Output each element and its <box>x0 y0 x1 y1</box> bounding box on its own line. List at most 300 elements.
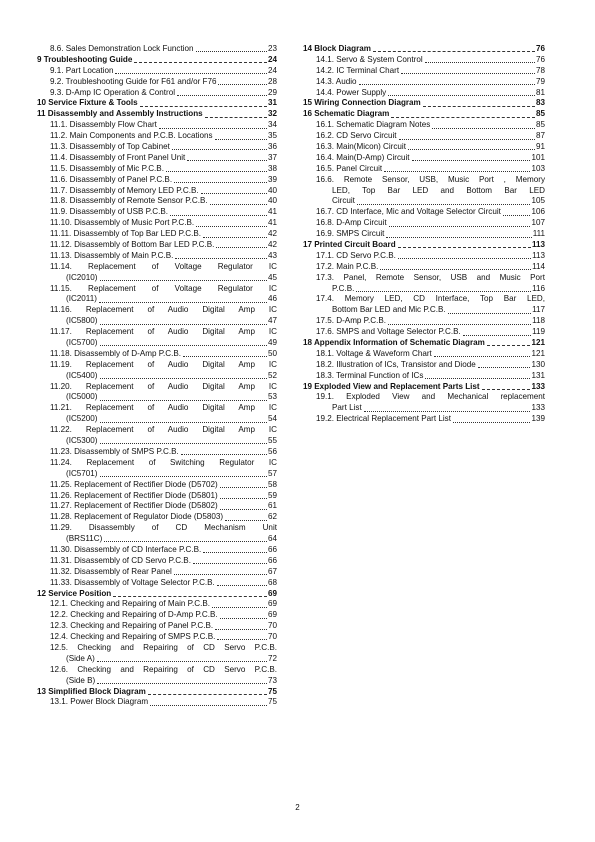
toc-page-number: 49 <box>267 338 277 348</box>
toc-entry-title: 11.3. Disassembly of Top Cabinet <box>50 142 170 151</box>
toc-page-number: 103 <box>531 163 545 173</box>
toc-section-entry[interactable] <box>37 697 277 708</box>
toc-entry-title: 16.1. Schematic Diagram Notes <box>316 120 431 130</box>
toc-entry-title: 11.7. Disassembly of Memory LED P.C.B. <box>50 185 199 195</box>
toc-dot-leader <box>100 400 267 401</box>
toc-section-entry[interactable] <box>37 414 277 425</box>
toc-dot-leader <box>432 128 535 129</box>
toc-page-number: 47 <box>267 316 277 326</box>
toc-dot-leader <box>100 324 267 325</box>
toc-section-entry[interactable] <box>37 523 277 534</box>
toc-section-entry[interactable] <box>37 338 277 349</box>
toc-section-entry[interactable] <box>303 305 545 316</box>
toc-entry-title: 12 Service Position <box>37 588 112 598</box>
toc-section-entry[interactable] <box>37 654 277 665</box>
toc-dot-leader <box>434 356 531 357</box>
toc-section-entry[interactable] <box>37 545 277 556</box>
toc-entry-title: 18 Appendix Information of Schematic Diagram <box>303 338 485 348</box>
toc-section-entry[interactable] <box>303 262 545 273</box>
toc-dot-leader <box>177 95 267 96</box>
toc-entry-title: 11.17. Replacement of Audio Digital Amp IC <box>50 327 277 337</box>
toc-entry-title: 11.1. Disassembly Flow Chart <box>50 120 157 130</box>
toc-section-entry[interactable] <box>37 120 277 131</box>
toc-entry-title: 11 Disassembly and Assembly Instructions <box>37 109 203 119</box>
toc-section-entry[interactable] <box>303 360 545 371</box>
toc-page-number: 34 <box>267 120 277 130</box>
toc-page-number: 23 <box>267 44 277 53</box>
toc-page-number: 40 <box>267 185 277 195</box>
toc-entry-title: 16.5. Panel Circuit <box>316 163 383 173</box>
toc-section-entry[interactable] <box>303 414 545 425</box>
toc-page-number: 55 <box>267 436 277 446</box>
toc-section-entry[interactable] <box>37 436 277 447</box>
toc-chapter-entry[interactable] <box>303 109 545 120</box>
toc-page-number: 87 <box>535 131 545 141</box>
toc-entry-title: 17.6. SMPS and Voltage Selector P.C.B. <box>316 327 461 337</box>
toc-entry-title: 16.7. CD Interface, Mic and Voltage Selector Circuit <box>316 207 501 217</box>
toc-section-entry[interactable] <box>303 55 545 66</box>
toc-entry-title: LED, Top Bar LED and Bottom Bar LED <box>332 185 545 195</box>
toc-section-entry[interactable] <box>37 316 277 327</box>
toc-page-number: 29 <box>267 87 277 97</box>
toc-entry-title: 15 Wiring Connection Diagram <box>303 98 421 108</box>
toc-page-number: 45 <box>267 272 277 282</box>
toc-section-entry[interactable] <box>303 218 545 229</box>
toc-page-number: 53 <box>267 392 277 402</box>
toc-page-number: 66 <box>267 544 277 554</box>
toc-section-entry[interactable] <box>303 153 545 164</box>
toc-dot-leader <box>487 345 531 346</box>
toc-entry-title: 16.8. D-Amp Circuit <box>316 218 387 228</box>
toc-dot-leader <box>100 345 267 346</box>
toc-page-number: 70 <box>267 621 277 631</box>
toc-dot-leader <box>187 160 267 161</box>
toc-entry-title: 16.6. Remote Sensor, USB, Music Port , Memory <box>316 174 545 184</box>
toc-dot-leader <box>380 269 531 270</box>
toc-chapter-entry[interactable] <box>303 240 545 251</box>
toc-entry-title: 10 Service Fixture & Tools <box>37 98 138 108</box>
toc-section-entry[interactable] <box>37 382 277 393</box>
toc-chapter-entry[interactable] <box>303 44 545 55</box>
toc-entry-title: 11.26. Replacement of Rectifier Diode (D5801) <box>50 490 218 500</box>
toc-entry-title: 11.16. Replacement of Audio Digital Amp IC <box>50 305 277 315</box>
toc-page-number: 32 <box>267 109 277 119</box>
toc-section-entry[interactable] <box>303 294 545 305</box>
toc-entry-title: 12.3. Checking and Repairing of Panel P.C.B. <box>50 621 214 631</box>
toc-section-entry[interactable] <box>37 44 277 55</box>
toc-section-entry[interactable] <box>303 251 545 262</box>
toc-entry-title: 12.5. Checking and Repairing of CD Servo P.C.B. <box>50 642 277 652</box>
toc-section-entry[interactable] <box>37 676 277 687</box>
toc-page-number: 107 <box>531 218 545 228</box>
toc-section-entry[interactable] <box>303 175 545 186</box>
toc-section-entry[interactable] <box>37 77 277 88</box>
toc-dot-leader <box>166 171 267 172</box>
toc-section-entry[interactable] <box>303 164 545 175</box>
toc-section-entry[interactable] <box>303 273 545 284</box>
toc-entry-title: 18.3. Terminal Function of ICs <box>316 370 424 380</box>
toc-chapter-entry[interactable] <box>37 589 277 600</box>
toc-section-entry[interactable] <box>37 284 277 295</box>
toc-dot-leader <box>364 411 531 412</box>
toc-entry-title: 11.9. Disassembly of USB P.C.B. <box>50 207 169 217</box>
toc-dot-leader <box>391 117 535 118</box>
toc-section-entry[interactable] <box>303 120 545 131</box>
toc-dot-leader <box>159 128 267 129</box>
toc-left-column <box>37 44 277 708</box>
toc-section-entry[interactable] <box>37 88 277 99</box>
toc-section-entry[interactable] <box>37 196 277 207</box>
toc-page-number: 69 <box>267 610 277 620</box>
toc-entry-title: 17 Printed Circuit Board <box>303 240 396 250</box>
toc-page-number: 113 <box>532 250 545 260</box>
toc-section-entry[interactable] <box>303 284 545 295</box>
toc-section-entry[interactable] <box>37 578 277 589</box>
toc-page-number: 67 <box>267 566 277 576</box>
toc-entry-title: 11.11. Disassembly of Top Bar LED P.C.B. <box>50 229 202 239</box>
toc-section-entry[interactable] <box>303 66 545 77</box>
toc-section-entry[interactable] <box>303 371 545 382</box>
toc-dot-leader <box>134 62 267 63</box>
toc-section-entry[interactable] <box>37 153 277 164</box>
toc-page-number: 36 <box>267 142 277 151</box>
toc-entry-title: (IC5200) <box>66 414 98 424</box>
toc-entry-title: 9.1. Part Location <box>50 65 114 75</box>
toc-page-number: 31 <box>267 98 277 108</box>
toc-page-number: 76 <box>535 44 545 53</box>
toc-entry-title: 17.5. D-Amp P.C.B. <box>316 316 387 326</box>
toc-entry-title: 11.2. Main Components and P.C.B. Locations <box>50 131 213 141</box>
toc-dot-leader <box>463 335 531 336</box>
toc-page-number: 118 <box>532 316 545 326</box>
toc-entry-title: (BRS11C) <box>66 534 103 544</box>
toc-entry-title: 16.4. Main(D-Amp) Circuit <box>316 152 410 162</box>
toc-dot-leader <box>216 247 267 248</box>
toc-page-number: 101 <box>531 152 545 162</box>
toc-section-entry[interactable] <box>37 447 277 458</box>
toc-page-number: 91 <box>535 142 545 151</box>
toc-section-entry[interactable] <box>37 480 277 491</box>
toc-section-entry[interactable] <box>37 175 277 186</box>
toc-page-number: 116 <box>532 283 545 293</box>
toc-section-entry[interactable] <box>303 327 545 338</box>
toc-section-entry[interactable] <box>37 501 277 512</box>
toc-section-entry[interactable] <box>37 273 277 284</box>
toc-dot-leader <box>389 226 531 227</box>
toc-dot-leader <box>113 596 267 597</box>
toc-entry-title: 11.18. Disassembly of D-Amp P.C.B. <box>50 348 182 358</box>
toc-entry-title: 17.2. Main P.C.B. <box>316 261 379 271</box>
toc-entry-title: 11.20. Replacement of Audio Digital Amp IC <box>50 381 277 391</box>
toc-entry-title: 19 Exploded View and Replacement Parts List <box>303 381 480 391</box>
toc-section-entry[interactable] <box>303 186 545 197</box>
toc-entry-title: 13 Simplified Block Diagram <box>37 686 146 696</box>
toc-dot-leader <box>215 629 267 630</box>
toc-dot-leader <box>478 367 531 368</box>
toc-page-number: 24 <box>267 54 277 64</box>
toc-section-entry[interactable] <box>37 218 277 229</box>
toc-page-number: 37 <box>267 152 277 162</box>
toc-section-entry[interactable] <box>37 632 277 643</box>
toc-entry-title: (IC5000) <box>66 392 98 402</box>
toc-entry-title: 18.1. Voltage & Waveform Chart <box>316 348 432 358</box>
toc-entry-title: 11.25. Replacement of Rectifier Diode (D5702) <box>50 479 218 489</box>
toc-entry-title: 17.4. Memory LED, CD Interface, Top Bar LED, <box>316 294 545 304</box>
toc-page-number: 64 <box>267 534 277 544</box>
toc-section-entry[interactable] <box>37 142 277 153</box>
toc-section-entry[interactable] <box>37 349 277 360</box>
toc-entry-title: 11.14. Replacement of Voltage Regulator IC <box>50 261 277 271</box>
toc-dot-leader <box>203 237 267 238</box>
toc-page-number: 114 <box>532 261 545 271</box>
toc-entry-title: 14.1. Servo & System Control <box>316 54 423 64</box>
toc-dot-leader <box>482 389 531 390</box>
toc-page-number: 85 <box>535 120 545 130</box>
toc-dot-leader <box>399 139 535 140</box>
toc-entry-title: 11.6. Disassembly of Panel P.C.B. <box>50 174 173 184</box>
toc-dot-leader <box>172 149 267 150</box>
toc-entry-title: (Side B) <box>66 675 96 685</box>
toc-section-entry[interactable] <box>37 610 277 621</box>
toc-entry-title: (IC5700) <box>66 338 98 348</box>
toc-chapter-entry[interactable] <box>37 55 277 66</box>
toc-dot-leader <box>150 705 267 706</box>
toc-section-entry[interactable] <box>303 207 545 218</box>
page-number: 2 <box>295 803 300 812</box>
toc-dot-leader <box>181 454 267 455</box>
toc-dot-leader <box>170 215 267 216</box>
toc-entry-title: Bottom Bar LED and Mic P.C.B. <box>332 305 446 315</box>
toc-section-entry[interactable] <box>37 294 277 305</box>
toc-section-entry[interactable] <box>37 534 277 545</box>
toc-entry-title: Part List <box>332 403 362 413</box>
toc-section-entry[interactable] <box>37 251 277 262</box>
toc-dot-leader <box>356 291 531 292</box>
toc-section-entry[interactable] <box>37 567 277 578</box>
toc-section-entry[interactable] <box>303 131 545 142</box>
toc-page-number: 130 <box>531 359 545 369</box>
toc-section-entry[interactable] <box>37 621 277 632</box>
toc-section-entry[interactable] <box>303 349 545 360</box>
toc-section-entry[interactable] <box>37 371 277 382</box>
toc-chapter-entry[interactable] <box>37 98 277 109</box>
toc-chapter-entry[interactable] <box>303 98 545 109</box>
toc-section-entry[interactable] <box>37 556 277 567</box>
toc-section-entry[interactable] <box>37 229 277 240</box>
toc-entry-title: 17.1. CD Servo P.C.B. <box>316 250 396 260</box>
toc-entry-title: 11.15. Replacement of Voltage Regulator IC <box>50 283 277 293</box>
toc-section-entry[interactable] <box>303 196 545 207</box>
toc-entry-title: 16.9. SMPS Circuit <box>316 229 385 239</box>
toc-entry-title: 11.33. Disassembly of Voltage Selector P.C.B. <box>50 577 215 587</box>
toc-chapter-entry[interactable] <box>37 687 277 698</box>
toc-entry-title: (Side A) <box>66 653 95 663</box>
toc-page-number: 105 <box>531 196 545 206</box>
toc-entry-title: 12.4. Checking and Repairing of SMPS P.C.B. <box>50 632 216 642</box>
toc-page-number: 39 <box>267 174 277 184</box>
toc-entry-title: 16.3. Main(Micon) Circuit <box>316 142 406 151</box>
toc-entry-title: 11.8. Disassembly of Remote Sensor P.C.B. <box>50 196 208 206</box>
toc-page-number: 119 <box>532 327 545 337</box>
toc-dot-leader <box>388 95 535 96</box>
toc-dot-leader <box>448 313 531 314</box>
toc-entry-title: 9 Troubleshooting Guide <box>37 54 133 64</box>
toc-entry-title: 9.3. D-Amp IC Operation & Control <box>50 87 176 97</box>
toc-entry-title: 11.21. Replacement of Audio Digital Amp IC <box>50 403 277 413</box>
toc-dot-leader <box>196 226 267 227</box>
toc-page-number: 57 <box>267 468 277 478</box>
toc-dot-leader <box>503 215 531 216</box>
toc-page-number: 76 <box>535 54 545 64</box>
toc-dot-leader <box>408 149 535 150</box>
toc-page-number: 81 <box>535 87 545 97</box>
toc-dot-leader <box>115 73 267 74</box>
toc-page-number: 35 <box>267 131 277 141</box>
toc-section-entry[interactable] <box>37 512 277 523</box>
toc-dot-leader <box>373 51 535 52</box>
toc-section-entry[interactable] <box>303 316 545 327</box>
toc-page-number: 52 <box>267 370 277 380</box>
toc-page-number: 46 <box>267 294 277 304</box>
toc-section-entry[interactable] <box>37 327 277 338</box>
toc-dot-leader <box>97 661 267 662</box>
toc-section-entry[interactable] <box>37 66 277 77</box>
toc-entry-title: Circuit <box>332 196 355 206</box>
toc-entry-title: 11.23. Disassembly of SMPS P.C.B. <box>50 446 179 456</box>
toc-page-number: 58 <box>267 479 277 489</box>
toc-dot-leader <box>99 302 267 303</box>
toc-dot-leader <box>100 280 267 281</box>
toc-page-number: 50 <box>267 348 277 358</box>
toc-entry-title: 12.6. Checking and Repairing of CD Servo P.C.B. <box>50 664 277 674</box>
toc-dot-leader <box>220 498 267 499</box>
toc-section-entry[interactable] <box>37 207 277 218</box>
toc-section-entry[interactable] <box>37 360 277 371</box>
toc-entry-title: 14.4. Power Supply <box>316 87 387 97</box>
toc-entry-title: 11.32. Disassembly of Rear Panel <box>50 566 172 576</box>
toc-page-number: 78 <box>535 65 545 75</box>
toc-section-entry[interactable] <box>303 229 545 240</box>
toc-dot-leader <box>384 171 530 172</box>
toc-chapter-entry[interactable] <box>303 338 545 349</box>
toc-dot-leader <box>97 683 267 684</box>
toc-page-number: 75 <box>267 686 277 696</box>
toc-section-entry[interactable] <box>303 393 545 404</box>
toc-entry-title: 11.12. Disassembly of Bottom Bar LED P.C.B. <box>50 240 215 250</box>
toc-page-number: 121 <box>531 348 545 358</box>
toc-dot-leader <box>423 106 535 107</box>
toc-page-number: 72 <box>267 653 277 663</box>
toc-page-number: 59 <box>267 490 277 500</box>
toc-page-number: 54 <box>267 414 277 424</box>
toc-entry-title: (IC2010) <box>66 272 98 282</box>
toc-page-number: 70 <box>267 632 277 642</box>
toc-entry-title: 18.2. Illustration of ICs, Transistor and Diode <box>316 359 476 369</box>
toc-section-entry[interactable] <box>37 240 277 251</box>
toc-section-entry[interactable] <box>37 643 277 654</box>
toc-dot-leader <box>220 487 267 488</box>
toc-page-number: 121 <box>531 338 545 348</box>
toc-dot-leader <box>412 160 531 161</box>
toc-page-number: 113 <box>531 240 545 250</box>
toc-section-entry[interactable] <box>37 403 277 414</box>
toc-dot-leader <box>104 541 267 542</box>
toc-page-number: 69 <box>267 599 277 609</box>
toc-dot-leader <box>174 182 267 183</box>
toc-section-entry[interactable] <box>37 393 277 404</box>
toc-entry-title: (IC5800) <box>66 316 98 326</box>
toc-page-number: 40 <box>267 196 277 206</box>
toc-section-entry[interactable] <box>37 458 277 469</box>
toc-entry-title: 14.2. IC Terminal Chart <box>316 65 400 75</box>
toc-entry-title: 12.2. Checking and Repairing of D-Amp P.C.B. <box>50 610 218 620</box>
toc-section-entry[interactable] <box>303 403 545 414</box>
toc-page-number: 42 <box>267 240 277 250</box>
toc-dot-leader <box>100 443 267 444</box>
toc-dot-leader <box>386 237 531 238</box>
toc-dot-leader <box>140 106 267 107</box>
toc-dot-leader <box>175 258 267 259</box>
toc-entry-title: 11.5. Disassembly of Mic P.C.B. <box>50 163 164 173</box>
toc-dot-leader <box>196 51 267 52</box>
toc-chapter-entry[interactable] <box>37 109 277 120</box>
toc-section-entry[interactable] <box>37 186 277 197</box>
toc-dot-leader <box>388 324 531 325</box>
toc-entry-title: 11.13. Disassembly of Main P.C.B. <box>50 250 174 260</box>
toc-entry-title: (IC2011) <box>66 294 97 304</box>
toc-entry-title: 14 Block Diagram <box>303 44 371 53</box>
toc-dot-leader <box>203 552 267 553</box>
toc-page-number: 43 <box>267 250 277 260</box>
toc-dot-leader <box>100 378 267 379</box>
toc-entry-title: 17.3. Panel, Remote Sensor, USB and Music Port <box>316 272 545 282</box>
toc-page-number: 85 <box>535 109 545 119</box>
toc-dot-leader <box>148 694 267 695</box>
toc-entry-title: 11.28. Replacement of Regulator Diode (D5803) <box>50 512 224 522</box>
toc-section-entry[interactable] <box>37 425 277 436</box>
toc-dot-leader <box>210 204 267 205</box>
toc-dot-leader <box>100 476 267 477</box>
toc-page-number: 41 <box>267 218 277 228</box>
toc-dot-leader <box>225 520 267 521</box>
toc-section-entry[interactable] <box>37 305 277 316</box>
toc-dot-leader <box>217 639 267 640</box>
toc-entry-title: (IC5300) <box>66 436 98 446</box>
toc-section-entry[interactable] <box>37 665 277 676</box>
toc-dot-leader <box>425 378 530 379</box>
toc-section-entry[interactable] <box>37 164 277 175</box>
toc-section-entry[interactable] <box>37 599 277 610</box>
toc-page-number: 117 <box>532 305 545 315</box>
toc-entry-title: 16 Schematic Diagram <box>303 109 390 119</box>
toc-chapter-entry[interactable] <box>303 382 545 393</box>
toc-entry-title: 11.19. Replacement of Audio Digital Amp IC <box>50 359 277 369</box>
toc-section-entry[interactable] <box>303 88 545 99</box>
toc-section-entry[interactable] <box>303 77 545 88</box>
toc-section-entry[interactable] <box>37 491 277 502</box>
toc-entry-title: 11.4. Disassembly of Front Panel Unit <box>50 152 186 162</box>
toc-section-entry[interactable] <box>37 131 277 142</box>
toc-entry-title: P.C.B. <box>332 283 355 293</box>
toc-page-number: 133 <box>531 403 545 413</box>
toc-page-number: 73 <box>267 675 277 685</box>
toc-page-number: 69 <box>267 588 277 598</box>
toc-entry-title: 11.29. Disassembly of CD Mechanism Unit <box>50 523 277 533</box>
toc-section-entry[interactable] <box>37 469 277 480</box>
toc-section-entry[interactable] <box>37 262 277 273</box>
toc-page-number: 38 <box>267 163 277 173</box>
toc-section-entry[interactable] <box>303 142 545 153</box>
